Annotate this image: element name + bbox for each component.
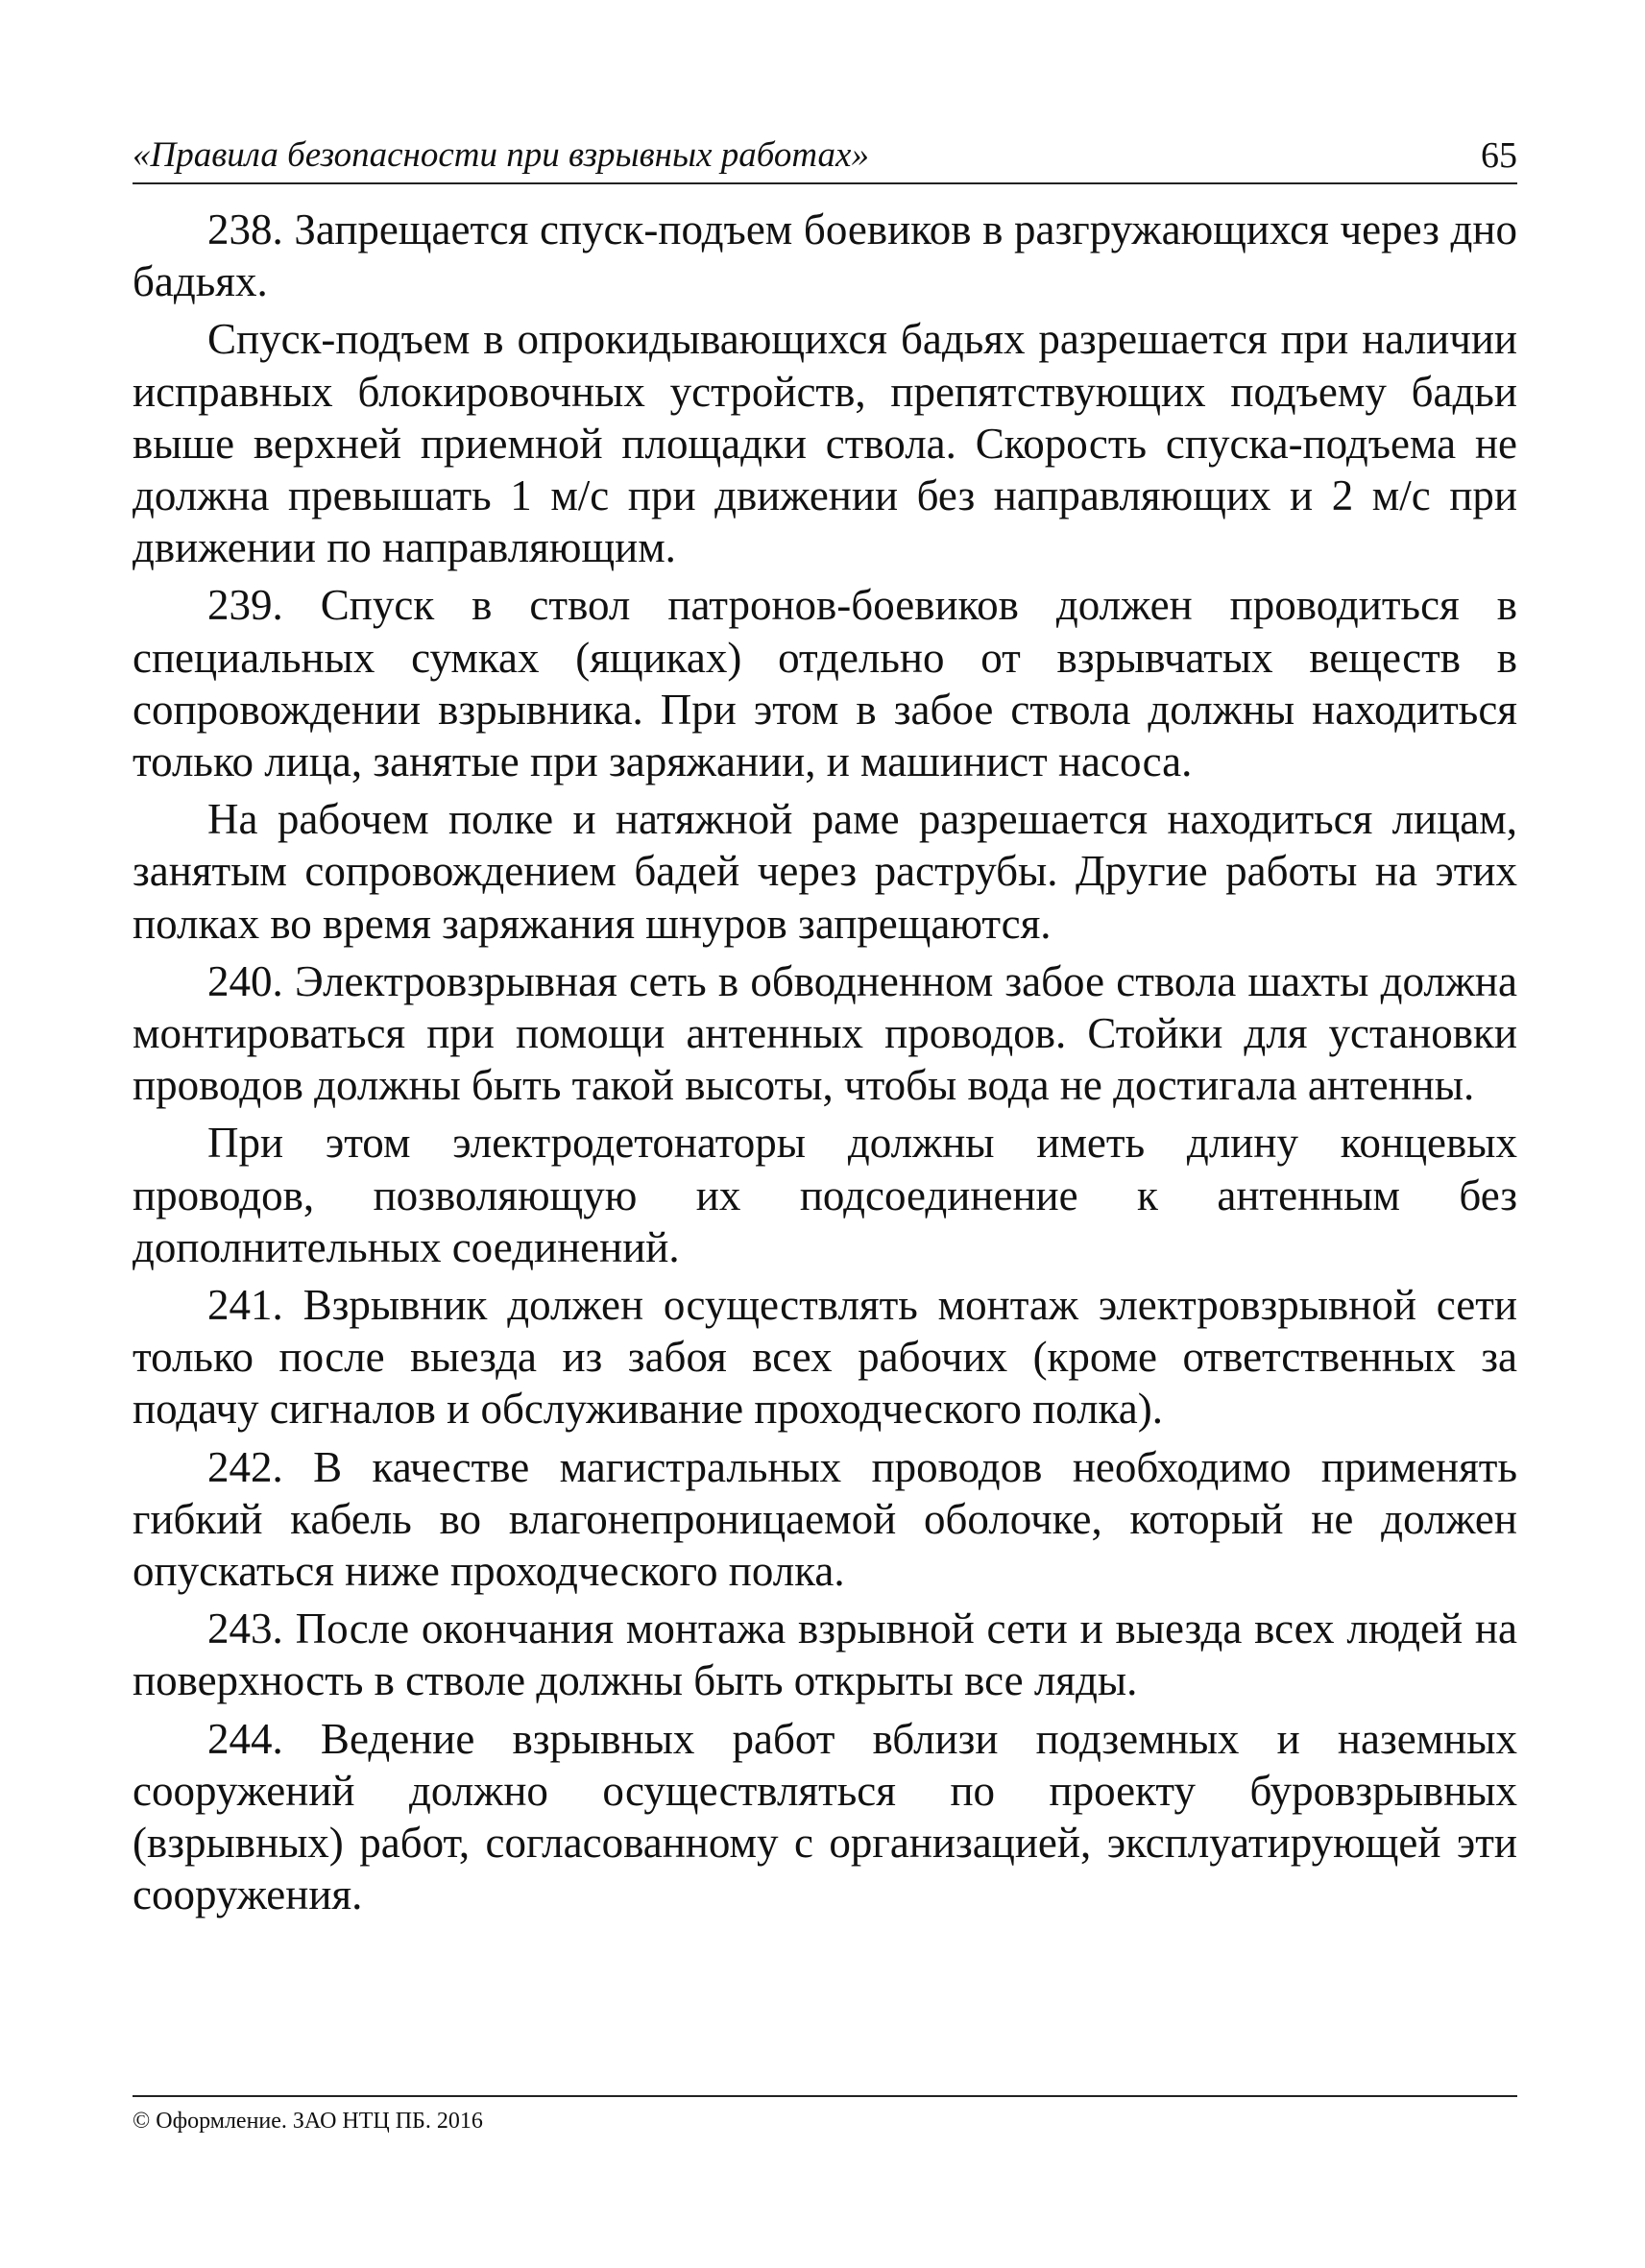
copyright-notice: © Оформление. ЗАО НТЦ ПБ. 2016 [133, 2109, 483, 2134]
body-text [133, 204, 1517, 1927]
paragraph-238-continued: Спуск-подъем в опрокидывающихся бадьях разрешается при наличии исправных блокировочных устройств, препятствующих подъему бадьи выше верхней приемной площадки ствола. Скорость спуска-подъема не должна превышать 1 м/с при движении без направляющих и 2 м/с при движении по направляющим. [133, 315, 1517, 572]
footer [133, 2095, 1517, 2135]
paragraph-242: 242. В качестве магистральных проводов необходимо применять гибкий кабель во влагонепроницаемой оболочке, который не должен опускаться ниже проходческого полка. [133, 1442, 1517, 1596]
paragraph-238: 238. Запрещается спуск-подъем боевиков в разгружающихся через дно бадьях. [133, 205, 1517, 306]
paragraph-240: 240. Электровзрывная сеть в обводненном забое ствола шахты должна монтироваться при помощи антенных проводов. Стойки для установки проводов должны быть такой высоты, чтобы вода не достигала антенны. [133, 956, 1517, 1110]
running-title: «Правила безопасности при взрывных работах» [133, 135, 869, 175]
running-header [133, 133, 1517, 184]
document-page [133, 0, 1517, 2268]
paragraph-240-continued: При этом электродетонаторы должны иметь длину концевых проводов, позволяющую их подсоединение к антенным без дополнительных соединений. [133, 1119, 1517, 1271]
page-number: 65 [1481, 135, 1517, 176]
paragraph-241: 241. Взрывник должен осуществлять монтаж электровзрывной сети только после выезда из забоя всех рабочих (кроме ответственных за подачу сигналов и обслуживание проходческого полка). [133, 1281, 1517, 1434]
paragraph-239-continued: На рабочем полке и натяжной раме разрешается находиться лицам, занятым сопровождением бадей через раструбы. Другие работы на этих полках во время заряжания шнуров запрещаются. [133, 795, 1517, 948]
paragraph-239: 239. Спуск в ствол патронов-боевиков должен проводиться в специальных сумках (ящиках) отдельно от взрывчатых веществ в сопровождении взрывника. При этом в забое ствола должны находиться только лица, занятые при заряжании, и машинист насоса. [133, 581, 1517, 786]
paragraph-243: 243. После окончания монтажа взрывной сети и выезда всех людей на поверхность в стволе должны быть открыты все ляды. [133, 1604, 1517, 1705]
paragraph-244: 244. Ведение взрывных работ вблизи подземных и наземных сооружений должно осуществляться по проекту буровзрывных (взрывных) работ, согласованному с организацией, эксплуатирующей эти сооружения. [133, 1714, 1517, 1919]
